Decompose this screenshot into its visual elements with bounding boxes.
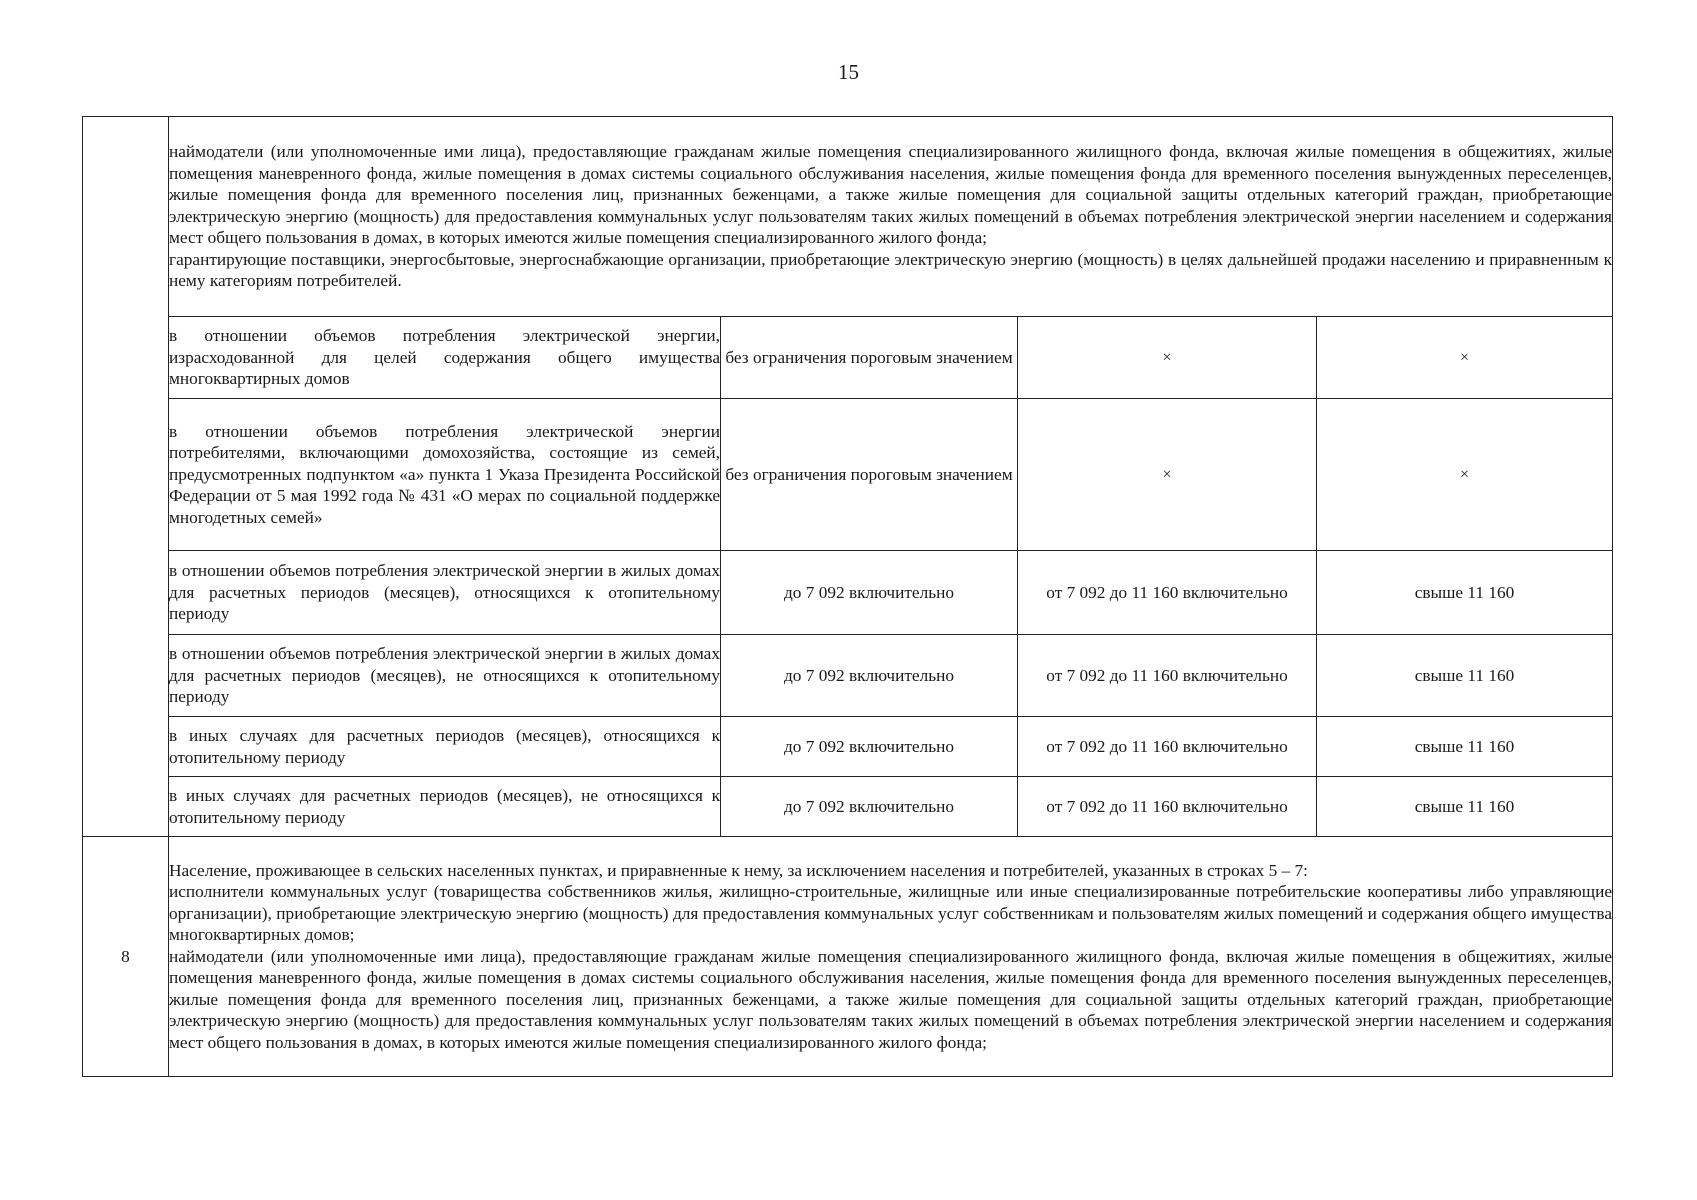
table-row: [83, 837, 1613, 1077]
page-number: 15: [838, 60, 859, 84]
row-description: в отношении объемов потребления электрической энергии в жилых домах для расчетных периодов (месяцев), относящихся к отопительному периоду: [169, 551, 721, 635]
range-1-cell: до 7 092 включительно: [721, 777, 1018, 837]
range-3-cell: ×: [1317, 317, 1613, 399]
range-1-cell: до 7 092 включительно: [721, 635, 1018, 717]
row-description: в иных случаях для расчетных периодов (месяцев), относящихся к отопительному периоду: [169, 717, 721, 777]
range-2-cell: от 7 092 до 11 160 включительно: [1018, 551, 1317, 635]
range-2-cell: ×: [1018, 399, 1317, 551]
paragraph: Население, проживающее в сельских населенных пунктах, и приравненные к нему, за исключением населения и потребителей, указанных в строках 5 – 7:: [169, 860, 1308, 880]
range-2-cell: от 7 092 до 11 160 включительно: [1018, 777, 1317, 837]
table-row: [83, 777, 1613, 837]
table-row: [83, 551, 1613, 635]
range-2-cell: ×: [1018, 317, 1317, 399]
range-1-cell: до 7 092 включительно: [721, 717, 1018, 777]
group-description: [169, 117, 1613, 317]
paragraph: наймодатели (или уполномоченные ими лица), предоставляющие гражданам жилые помещения специализированного жилищного фонда, включая жилые помещения в общежитиях, жилые помещения маневренного фонда, жилые помещения в домах системы социального обслуживания населения, жилые помещения фонда для временного поселения вынужденных переселенцев, жилые помещения фонда для временного поселения лиц, признанных беженцами, а также жилые помещения для социальной защиты отдельных категорий граждан, приобретающие электрическую энергию (мощность) для предоставления коммунальных услуг пользователям таких жилых помещений в объемах потребления электрической энергии населением и содержания мест общего пользования в домах, в которых имеются жилые помещения специализированного жилого фонда;: [169, 142, 1612, 248]
range-3-cell: свыше 11 160: [1317, 635, 1613, 717]
range-1-cell: без ограничения пороговым значением: [721, 399, 1018, 551]
range-1-cell: до 7 092 включительно: [721, 551, 1018, 635]
row-description: в отношении объемов потребления электрической энергии, израсходованной для целей содержания общего имущества многоквартирных домов: [169, 317, 721, 399]
range-3-cell: ×: [1317, 399, 1613, 551]
range-3-cell: свыше 11 160: [1317, 777, 1613, 837]
table-row: [83, 717, 1613, 777]
paragraph: исполнители коммунальных услуг (товарищества собственников жилья, жилищно-строительные, жилищные или иные специализированные потребительские кооперативы либо управляющие организации), приобретающие электрическую энергию (мощность) для предоставления коммунальных услуг собственникам и пользователям жилых помещений и содержания общего имущества многоквартирных домов;: [169, 882, 1612, 945]
table-row: [83, 635, 1613, 717]
range-2-cell: от 7 092 до 11 160 включительно: [1018, 635, 1317, 717]
range-3-cell: свыше 11 160: [1317, 717, 1613, 777]
row-description: в отношении объемов потребления электрической энергии потребителями, включающими домохозяйства, состоящие из семей, предусмотренных подпунктом «а» пункта 1 Указа Президента Российской Федерации от 5 мая 1992 года № 431 «О мерах по социальной поддержке многодетных семей»: [169, 399, 721, 551]
group-description: [169, 837, 1613, 1077]
table-row: [83, 117, 1613, 317]
row-description: в отношении объемов потребления электрической энергии в жилых домах для расчетных периодов (месяцев), не относящихся к отопительному периоду: [169, 635, 721, 717]
row-number-cell: [83, 117, 169, 837]
range-2-cell: от 7 092 до 11 160 включительно: [1018, 717, 1317, 777]
row-description: в иных случаях для расчетных периодов (месяцев), не относящихся к отопительному периоду: [169, 777, 721, 837]
table-row: [83, 317, 1613, 399]
paragraph: гарантирующие поставщики, энергосбытовые, энергоснабжающие организации, приобретающие электрическую энергию (мощность) в целях дальнейшей продажи населению и приравненным к нему категориям потребителей.: [169, 249, 1612, 291]
range-1-cell: без ограничения пороговым значением: [721, 317, 1018, 399]
range-3-cell: свыше 11 160: [1317, 551, 1613, 635]
tariff-table: [82, 116, 1613, 1077]
table-row: [83, 399, 1613, 551]
row-number-cell: 8: [83, 837, 169, 1077]
paragraph: наймодатели (или уполномоченные ими лица), предоставляющие гражданам жилые помещения специализированного жилищного фонда, включая жилые помещения в общежитиях, жилые помещения маневренного фонда, жилые помещения в домах системы социального обслуживания населения, жилые помещения фонда для временного поселения вынужденных переселенцев, жилые помещения фонда для временного поселения лиц, признанных беженцами, а также жилые помещения для социальной защиты отдельных категорий граждан, приобретающие электрическую энергию (мощность) для предоставления коммунальных услуг пользователям таких жилых помещений в объемах потребления электрической энергии населением и содержания мест общего пользования в домах, в которых имеются жилые помещения специализированного жилого фонда;: [169, 946, 1612, 1052]
